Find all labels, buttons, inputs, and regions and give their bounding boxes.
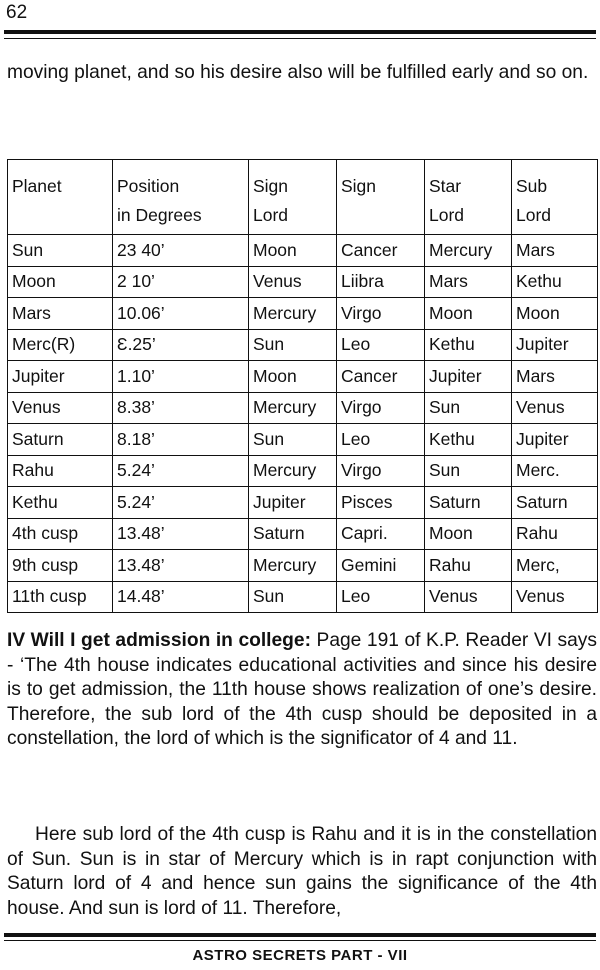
sub-lord-cell: Mars xyxy=(512,235,598,267)
sign-lord-cell: Mercury xyxy=(249,392,337,424)
sign-lord-cell: Sun xyxy=(249,424,337,456)
footer-title: ASTRO SECRETS PART - VII xyxy=(192,947,408,964)
table-row xyxy=(8,361,598,393)
sign-cell: Cancer xyxy=(337,235,425,267)
column-header xyxy=(512,160,598,235)
position-cell: 13.48’ xyxy=(113,518,249,550)
planet-cell: Sun xyxy=(8,235,113,267)
column-header-line2: Lord xyxy=(429,205,465,225)
star-lord-cell: Kethu xyxy=(425,424,512,456)
sub-lord-cell: Mars xyxy=(512,361,598,393)
sign-lord-cell: Moon xyxy=(249,235,337,267)
sign-lord-cell: Venus xyxy=(249,266,337,298)
star-lord-cell: Saturn xyxy=(425,487,512,519)
position-cell: 13.48’ xyxy=(113,550,249,582)
planet-cell: 4th cusp xyxy=(8,518,113,550)
position-cell: 5.24’ xyxy=(113,455,249,487)
sub-lord-cell: Venus xyxy=(512,581,598,613)
table-row xyxy=(8,518,598,550)
table-row xyxy=(8,235,598,267)
sub-lord-cell: Jupiter xyxy=(512,329,598,361)
planet-table xyxy=(7,159,598,613)
position-cell: 5.24’ xyxy=(113,487,249,519)
sign-cell: Virgo xyxy=(337,392,425,424)
table-header-row xyxy=(8,160,598,235)
star-lord-cell: Moon xyxy=(425,518,512,550)
table-row xyxy=(8,487,598,519)
column-header-line1: Sign xyxy=(253,176,289,196)
table-row xyxy=(8,266,598,298)
table-row xyxy=(8,329,598,361)
sub-lord-cell: Merc. xyxy=(512,455,598,487)
sign-cell: Gemini xyxy=(337,550,425,582)
planet-cell: 9th cusp xyxy=(8,550,113,582)
sign-lord-cell: Moon xyxy=(249,361,337,393)
column-header-line1: Position xyxy=(117,176,180,196)
column-header-line1: Sign xyxy=(341,176,377,196)
sign-lord-cell: Sun xyxy=(249,329,337,361)
column-header-line2: in Degrees xyxy=(117,205,202,225)
sub-lord-cell: Moon xyxy=(512,298,598,330)
admission-text: Page 191 of K.P. Reader VI says - ‘The 4th house indicates educational activities and since his desire is to get admission, the 11th house shows realization of one’s desire. Therefore, the sub lord of the 4th cusp should be deposited in a constellation, the lord of which is the significator of 4 and 11. xyxy=(7,630,597,750)
planet-cell: Kethu xyxy=(8,487,113,519)
sign-cell: Virgo xyxy=(337,455,425,487)
paragraph-rahu xyxy=(7,823,597,921)
table-row xyxy=(8,424,598,456)
table-row xyxy=(8,581,598,613)
position-cell: 10.06’ xyxy=(113,298,249,330)
table-row xyxy=(8,392,598,424)
paragraph-top: moving planet, and so his desire also will be fulfilled early and so on. xyxy=(7,62,589,83)
sign-cell: Liibra xyxy=(337,266,425,298)
position-cell: 2 10’ xyxy=(113,266,249,298)
column-header xyxy=(337,160,425,235)
planet-cell: Saturn xyxy=(8,424,113,456)
column-header xyxy=(8,160,113,235)
position-cell: 8.18’ xyxy=(113,424,249,456)
sign-cell: Leo xyxy=(337,424,425,456)
sign-cell: Cancer xyxy=(337,361,425,393)
sub-lord-cell: Venus xyxy=(512,392,598,424)
planet-cell: Merc(R) xyxy=(8,329,113,361)
table-row xyxy=(8,550,598,582)
position-cell: 23 40’ xyxy=(113,235,249,267)
header-rule-thin xyxy=(4,38,596,39)
planet-cell: Venus xyxy=(8,392,113,424)
sign-lord-cell: Mercury xyxy=(249,298,337,330)
sign-lord-cell: Saturn xyxy=(249,518,337,550)
star-lord-cell: Rahu xyxy=(425,550,512,582)
sub-lord-cell: Saturn xyxy=(512,487,598,519)
rahu-text: Here sub lord of the 4th cusp is Rahu and it is in the constellation of Sun. Sun is in star of Mercury which is in rapt conjunction with Saturn lord of 4 and hence sun gains the significance of the 4th house. And sun is lord of 11. Therefore, xyxy=(7,824,597,919)
column-header-line2: Lord xyxy=(253,205,289,225)
planet-cell: Moon xyxy=(8,266,113,298)
table-row xyxy=(8,455,598,487)
paragraph-admission xyxy=(7,629,597,752)
star-lord-cell: Moon xyxy=(425,298,512,330)
planet-cell: 11th cusp xyxy=(8,581,113,613)
footer-rule-thick xyxy=(4,933,596,937)
sign-cell: Leo xyxy=(337,581,425,613)
sign-lord-cell: Mercury xyxy=(249,550,337,582)
column-header-line2: Lord xyxy=(516,205,552,225)
planet-cell: Rahu xyxy=(8,455,113,487)
header-rule-thick xyxy=(4,30,596,34)
sign-lord-cell: Sun xyxy=(249,581,337,613)
star-lord-cell: Sun xyxy=(425,392,512,424)
star-lord-cell: Mercury xyxy=(425,235,512,267)
sign-cell: Leo xyxy=(337,329,425,361)
footer-rule-thin xyxy=(4,940,596,941)
column-header xyxy=(249,160,337,235)
sub-lord-cell: Kethu xyxy=(512,266,598,298)
position-cell: 1.10’ xyxy=(113,361,249,393)
position-cell: 14.48’ xyxy=(113,581,249,613)
sub-lord-cell: Rahu xyxy=(512,518,598,550)
sign-lord-cell: Jupiter xyxy=(249,487,337,519)
position-cell: 8.38’ xyxy=(113,392,249,424)
star-lord-cell: Jupiter xyxy=(425,361,512,393)
star-lord-cell: Sun xyxy=(425,455,512,487)
column-header-line1: Planet xyxy=(12,176,62,196)
column-header-line1: Star xyxy=(429,176,462,196)
table-body xyxy=(8,235,598,613)
star-lord-cell: Mars xyxy=(425,266,512,298)
sub-lord-cell: Jupiter xyxy=(512,424,598,456)
table-row xyxy=(8,298,598,330)
sign-lord-cell: Mercury xyxy=(249,455,337,487)
planet-cell: Mars xyxy=(8,298,113,330)
admission-heading: IV Will I get admission in college: xyxy=(7,630,311,651)
sign-cell: Virgo xyxy=(337,298,425,330)
sign-cell: Pisces xyxy=(337,487,425,519)
position-cell: Ɛ.25’ xyxy=(113,329,249,361)
column-header-line2 xyxy=(12,201,110,230)
sub-lord-cell: Merc, xyxy=(512,550,598,582)
star-lord-cell: Kethu xyxy=(425,329,512,361)
column-header-line2 xyxy=(341,201,422,230)
sign-cell: Capri. xyxy=(337,518,425,550)
star-lord-cell: Venus xyxy=(425,581,512,613)
column-header xyxy=(113,160,249,235)
planet-cell: Jupiter xyxy=(8,361,113,393)
column-header-line1: Sub xyxy=(516,176,548,196)
page-number: 62 xyxy=(6,2,28,23)
column-header xyxy=(425,160,512,235)
